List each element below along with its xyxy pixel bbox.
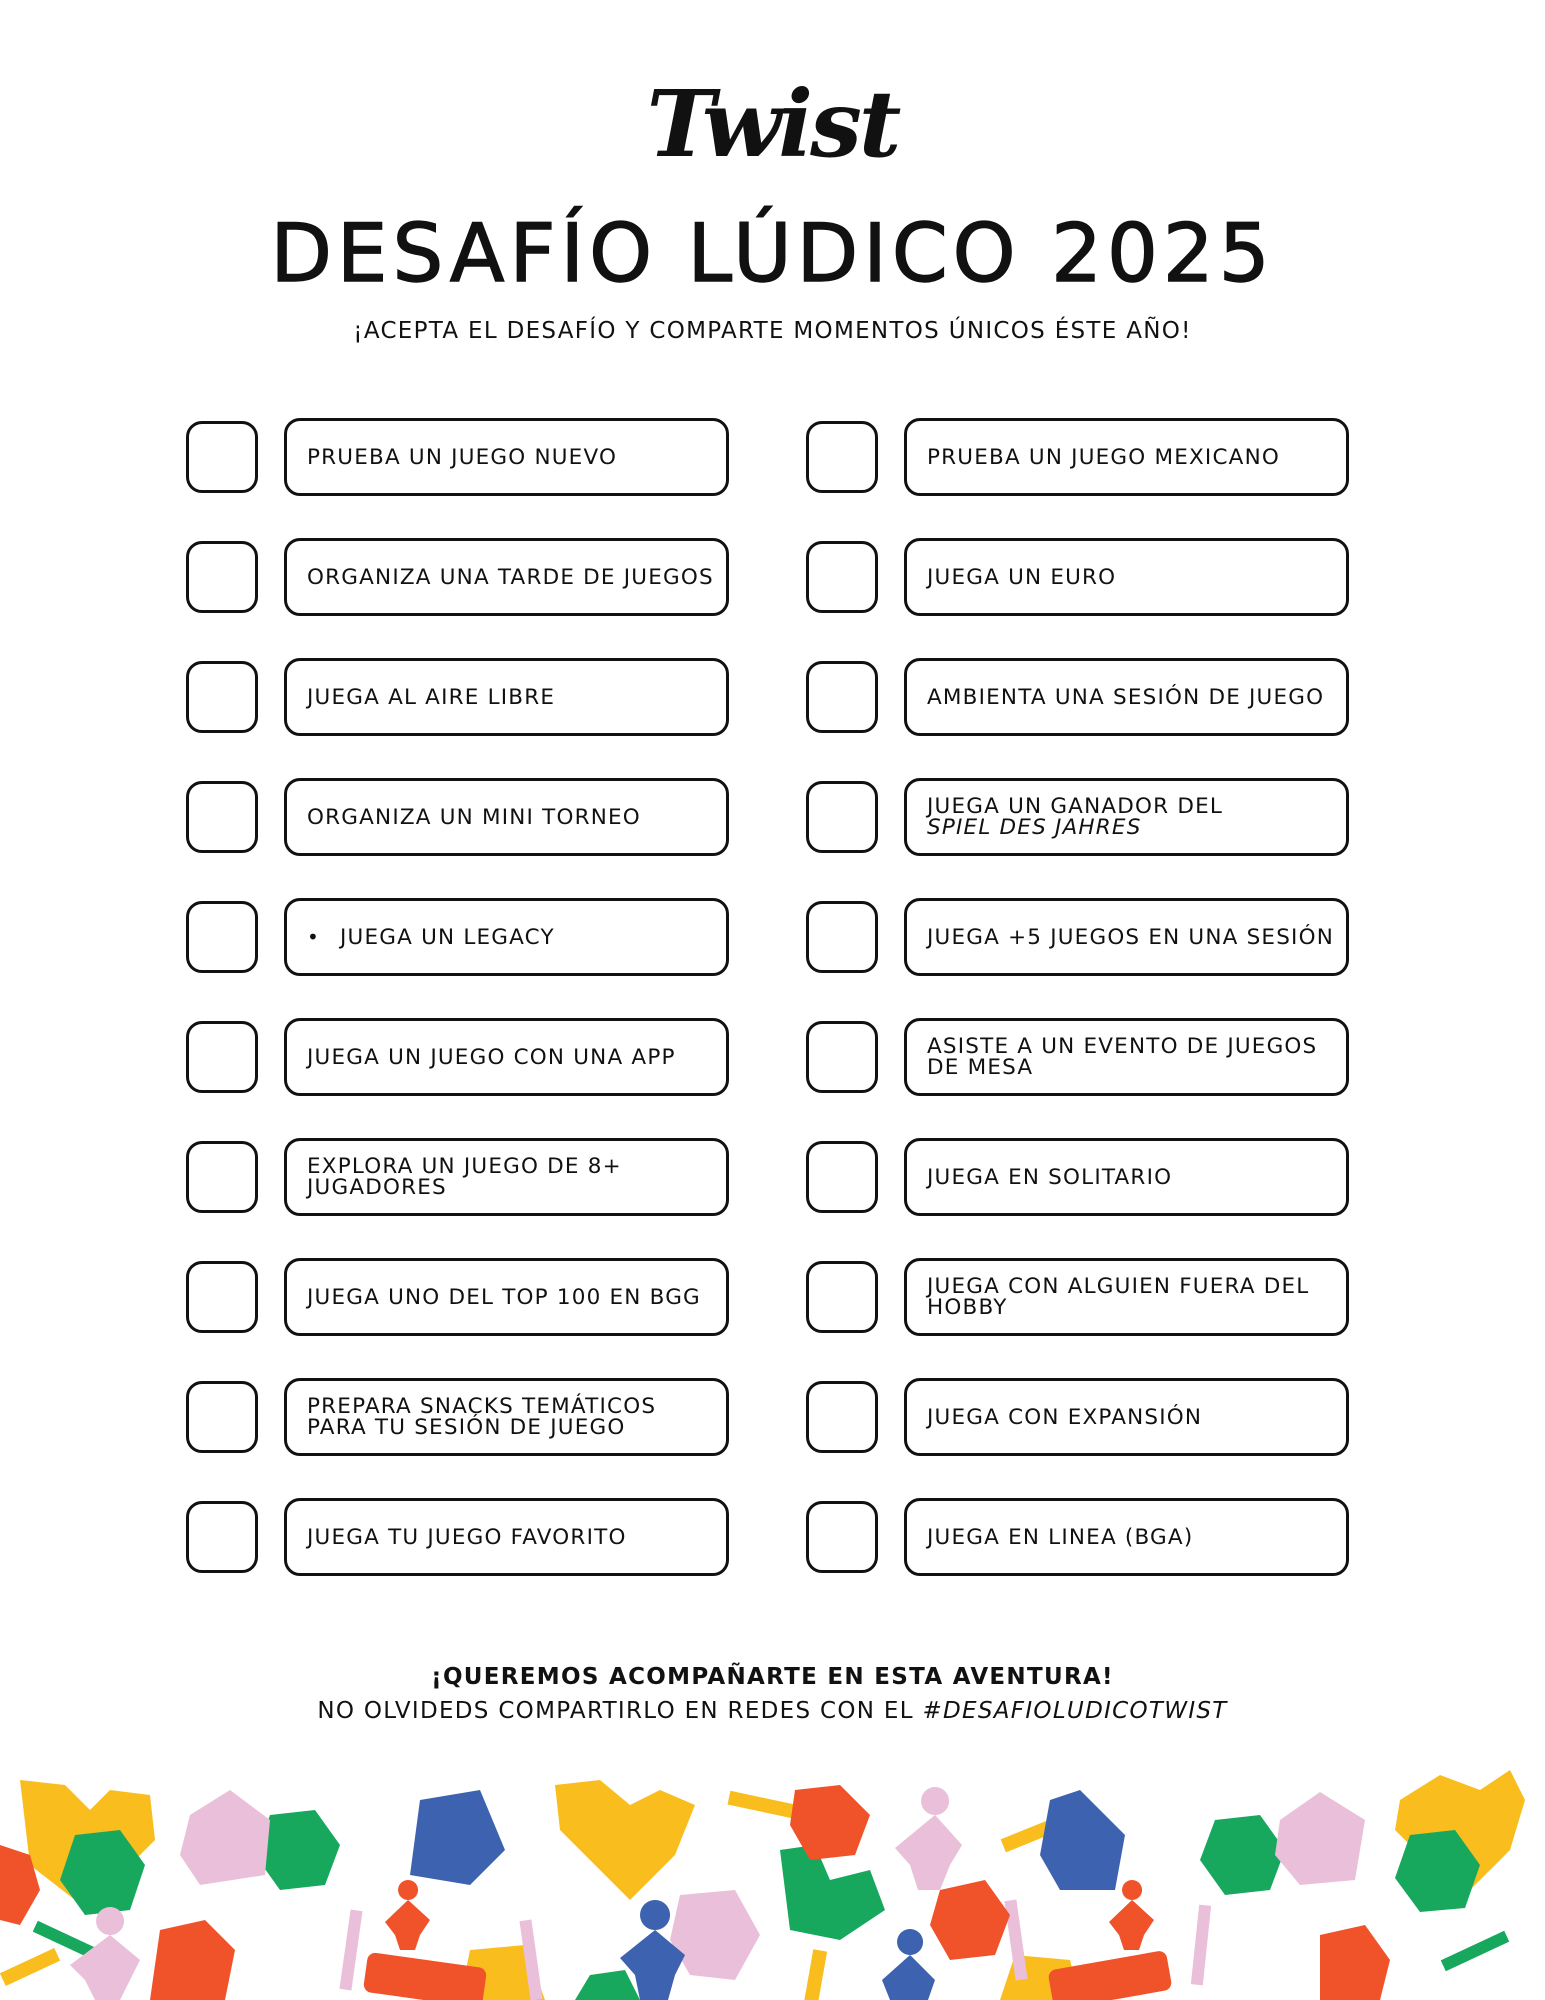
- challenge-checkbox[interactable]: [186, 901, 258, 973]
- orange-hexagon-shape: [150, 1920, 235, 2000]
- challenge-label-box: [904, 778, 1349, 856]
- challenge-label: JUEGA EN SOLITARIO: [927, 1164, 1173, 1190]
- challenge-label: JUEGA CON ALGUIEN FUERA DEL HOBBY: [927, 1274, 1310, 1320]
- challenge-label: ORGANIZA UN MINI TORNEO: [307, 804, 641, 830]
- page-subtitle: ¡ACEPTA EL DESAFÍO Y COMPARTE MOMENTOS ÚNICOS ÉSTE AÑO!: [353, 318, 1192, 344]
- orange-hexagon-shape: [1320, 1925, 1390, 2000]
- challenge-item: [806, 538, 1351, 616]
- challenge-checkbox[interactable]: [806, 421, 878, 493]
- green-shape: [575, 1970, 640, 2000]
- challenge-label: EXPLORA UN JUEGO DE 8+ JUGADORES: [307, 1154, 622, 1200]
- challenge-label: JUEGA UN LEGACY: [340, 924, 555, 950]
- challenge-item: [806, 1258, 1351, 1336]
- challenge-checkbox[interactable]: [186, 541, 258, 613]
- challenge-label-content: [927, 1524, 1194, 1550]
- challenge-checkbox[interactable]: [806, 541, 878, 613]
- orange-meeple-shape: [385, 1880, 430, 1950]
- challenge-label: ASISTE A UN EVENTO DE JUEGOS DE MESA: [927, 1034, 1318, 1080]
- challenge-label-content: [927, 1404, 1203, 1430]
- challenge-checkbox[interactable]: [806, 661, 878, 733]
- challenge-item: [806, 1018, 1351, 1096]
- challenge-label: PRUEBA UN JUEGO MEXICANO: [927, 444, 1280, 470]
- challenge-label-box: [284, 898, 729, 976]
- challenge-checkbox[interactable]: [186, 661, 258, 733]
- challenge-label-box: [284, 1378, 729, 1456]
- challenge-checkbox[interactable]: [186, 1261, 258, 1333]
- challenge-item: [186, 538, 731, 616]
- challenge-label: JUEGA TU JUEGO FAVORITO: [307, 1524, 627, 1550]
- challenge-label: JUEGA UN EURO: [927, 564, 1117, 590]
- challenge-label-box: [904, 1258, 1349, 1336]
- footer-callout: ¡QUEREMOS ACOMPAÑARTE EN ESTA AVENTURA!: [431, 1664, 1114, 1690]
- challenge-item: [186, 1258, 731, 1336]
- challenge-label-content: [927, 444, 1280, 470]
- challenge-label-content: [307, 444, 618, 470]
- orange-bar-shape: [1047, 1950, 1172, 2000]
- challenge-label: JUEGA UN JUEGO CON UNA APP: [307, 1044, 676, 1070]
- challenge-checkbox[interactable]: [806, 1381, 878, 1453]
- challenge-label-box: [284, 778, 729, 856]
- challenge-checkbox[interactable]: [186, 781, 258, 853]
- challenge-checkbox[interactable]: [806, 1141, 878, 1213]
- challenge-item: [806, 1498, 1351, 1576]
- orange-meeple-shape: [1109, 1880, 1154, 1950]
- footer-hashtag: #DESAFIOLUDICOTWIST: [922, 1698, 1228, 1724]
- bullet-marker: •: [307, 924, 320, 949]
- challenge-checkbox[interactable]: [186, 1381, 258, 1453]
- challenge-label-content: [927, 684, 1325, 710]
- green-hexagon-shape: [1200, 1815, 1285, 1895]
- challenge-label: JUEGA UN GANADOR DEL: [927, 794, 1224, 819]
- blue-meeple-shape: [882, 1929, 935, 2000]
- challenge-item: [806, 418, 1351, 496]
- challenge-label-content: [307, 1284, 701, 1310]
- challenge-label-box: [904, 538, 1349, 616]
- challenge-item: [806, 778, 1351, 856]
- pink-meeple-shape: [895, 1787, 962, 1890]
- challenge-label-box: [904, 898, 1349, 976]
- challenge-checkbox[interactable]: [806, 1261, 878, 1333]
- challenge-label: JUEGA EN LINEA (BGA): [927, 1524, 1194, 1550]
- twist-logo: Twist: [646, 70, 899, 178]
- challenge-label-box: [904, 1138, 1349, 1216]
- challenge-checkbox[interactable]: [806, 781, 878, 853]
- pink-pentagon-shape: [1275, 1792, 1365, 1885]
- green-stick: [1441, 1931, 1510, 1971]
- challenge-checkbox[interactable]: [186, 1021, 258, 1093]
- pink-shape: [670, 1890, 760, 1980]
- challenge-item: [186, 658, 731, 736]
- pink-pentagon-shape: [180, 1790, 270, 1885]
- challenge-label-box: [904, 1018, 1349, 1096]
- challenge-label-box: [284, 538, 729, 616]
- challenge-label-box: [284, 1498, 729, 1576]
- challenge-label-box: [904, 658, 1349, 736]
- page-title: DESAFÍO LÚDICO 2025: [270, 207, 1275, 300]
- confetti-decoration: [0, 1760, 1545, 2000]
- footer-share-line: [0, 1698, 1545, 1724]
- challenge-item: [806, 658, 1351, 736]
- challenge-checkbox[interactable]: [186, 1501, 258, 1573]
- challenge-label-content: [307, 564, 714, 590]
- challenge-label: ORGANIZA UNA TARDE DE JUEGOS: [307, 564, 714, 590]
- challenge-item: [806, 1138, 1351, 1216]
- challenge-label-box: [284, 1018, 729, 1096]
- challenge-grid: [186, 418, 1351, 1576]
- footer-share-text: NO OLVIDEDS COMPARTIRLO EN REDES CON EL: [317, 1698, 923, 1724]
- challenge-label-content: [927, 1276, 1338, 1318]
- challenge-checkbox[interactable]: [806, 901, 878, 973]
- challenge-label-content: [307, 804, 641, 830]
- challenge-label: JUEGA CON EXPANSIÓN: [927, 1404, 1203, 1430]
- challenge-item: [186, 778, 731, 856]
- challenge-item: [186, 898, 731, 976]
- yellow-stick: [803, 1949, 827, 2000]
- challenge-item: [186, 1138, 731, 1216]
- challenge-item: [186, 1498, 731, 1576]
- challenge-label-box: [904, 1378, 1349, 1456]
- challenge-label: AMBIENTA UNA SESIÓN DE JUEGO: [927, 684, 1325, 710]
- challenge-label-box: [284, 658, 729, 736]
- challenge-label: JUEGA AL AIRE LIBRE: [307, 684, 556, 710]
- challenge-checkbox[interactable]: [806, 1501, 878, 1573]
- challenge-label-content: [307, 1396, 718, 1438]
- challenge-label: PREPARA SNACKS TEMÁTICOS PARA TU SESIÓN DE JUEGO: [307, 1394, 657, 1440]
- challenge-label-content: [307, 1156, 718, 1198]
- challenge-label-content: [307, 924, 555, 950]
- challenge-label: JUEGA +5 JUEGOS EN UNA SESIÓN: [927, 924, 1335, 950]
- challenge-item: [806, 1378, 1351, 1456]
- pink-stick: [1004, 1900, 1027, 1981]
- orange-hexagon-shape: [930, 1880, 1010, 1960]
- pink-stick: [339, 1910, 362, 1991]
- challenge-label-box: [904, 1498, 1349, 1576]
- challenge-item: [186, 1018, 731, 1096]
- challenge-label-content: [927, 1036, 1338, 1078]
- blue-pentagon-shape: [1040, 1790, 1125, 1890]
- challenge-checkbox[interactable]: [806, 1021, 878, 1093]
- yellow-stick: [0, 1948, 60, 1986]
- challenge-label-content: [307, 684, 556, 710]
- challenge-item: [186, 418, 731, 496]
- yellow-heart-shape: [555, 1780, 695, 1900]
- challenge-label-box: [904, 418, 1349, 496]
- challenge-checkbox[interactable]: [186, 1141, 258, 1213]
- challenge-label-box: [284, 1258, 729, 1336]
- challenge-label: PRUEBA UN JUEGO NUEVO: [307, 444, 618, 470]
- challenge-label-box: [284, 418, 729, 496]
- challenge-label-content: [927, 924, 1335, 950]
- challenge-label-emphasis: SPIEL DES JAHRES: [927, 815, 1142, 840]
- challenge-label-content: [927, 796, 1223, 838]
- green-shape: [780, 1845, 885, 1940]
- challenge-label-box: [284, 1138, 729, 1216]
- challenge-label-content: [927, 564, 1117, 590]
- challenge-item: [806, 898, 1351, 976]
- challenge-label-content: [927, 1164, 1173, 1190]
- blue-pentagon-shape: [410, 1790, 505, 1885]
- challenge-item: [186, 1378, 731, 1456]
- challenge-label-content: [307, 1524, 627, 1550]
- pink-stick: [1191, 1905, 1211, 1986]
- challenge-checkbox[interactable]: [186, 421, 258, 493]
- challenge-label-content: [307, 1044, 676, 1070]
- challenge-label: JUEGA UNO DEL TOP 100 EN BGG: [307, 1284, 701, 1310]
